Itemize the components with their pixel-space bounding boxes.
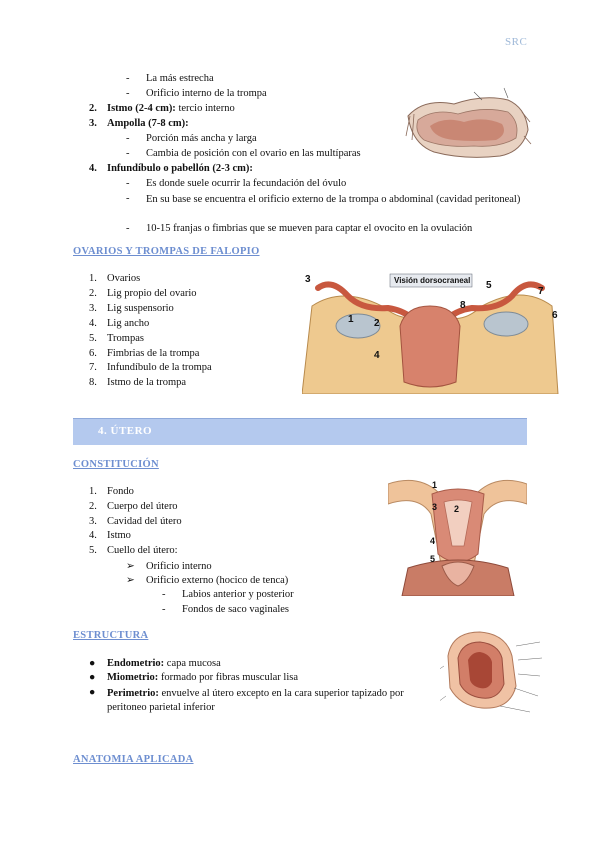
figure-label: 1 [432, 480, 438, 490]
list-item: ➢ Orificio externo (hocico de tenca) [126, 575, 289, 586]
figure-label: 2 [374, 318, 380, 329]
section-title-constitucion: CONSTITUCIÓN [73, 459, 159, 470]
header-tag: SRC [505, 36, 528, 48]
figure-label: 1 [348, 314, 354, 325]
fallopian-tube-illustration [404, 86, 532, 164]
figure-label: 8 [460, 300, 466, 311]
list-item: 6. Fimbrias de la trompa [89, 348, 200, 359]
figure-label: 6 [552, 310, 558, 321]
section-title-estructura: ESTRUCTURA [73, 630, 149, 641]
list-item: - Porción más ancha y larga [126, 133, 257, 144]
figure-label: 4 [374, 350, 380, 361]
list-item: - Labios anterior y posterior [162, 589, 294, 600]
list-item: 3. Cavidad del útero [89, 516, 182, 527]
section-band-utero: 4. ÚTERO [73, 418, 527, 445]
list-item: 5. Trompas [89, 333, 144, 344]
list-item: 4. Lig ancho [89, 318, 150, 329]
figure-label: 7 [538, 286, 544, 297]
list-item: ● Endometrio: capa mucosa [89, 658, 221, 669]
list-item: 3. Lig suspensorio [89, 303, 174, 314]
list-item: ➢ Orificio interno [126, 561, 212, 572]
section-title-ovarios: OVARIOS Y TROMPAS DE FALOPIO [73, 246, 260, 257]
list-item: - 10-15 franjas o fimbrias que se mueven para captar el ovocito en la ovulación [126, 223, 473, 234]
figure-label: 5 [430, 554, 436, 564]
figure-label: 4 [430, 536, 436, 546]
list-item: 5. Cuello del útero: [89, 545, 178, 556]
uterus-section-illustration [388, 474, 527, 596]
list-item: 8. Istmo de la trompa [89, 377, 187, 388]
list-item: 2. Istmo (2-4 cm): tercio interno [89, 103, 235, 114]
figure-label: 5 [486, 280, 492, 291]
list-item: - Es donde suele ocurrir la fecundación del óvulo [126, 178, 347, 189]
list-item: 4. Infundíbulo o pabellón (2-3 cm): [89, 163, 253, 174]
uterus-dorsocranial-illustration [302, 266, 560, 394]
list-item: 1. Fondo [89, 486, 134, 497]
list-item: - Cambia de posición con el ovario en las multíparas [126, 148, 361, 159]
figure-label: 2 [454, 504, 460, 514]
list-item: - La más estrecha [126, 73, 214, 84]
list-item: 7. Infundíbulo de la trompa [89, 362, 212, 373]
figure-caption: Visión dorsocraneal [394, 276, 471, 285]
list-item: - Fondos de saco vaginales [162, 604, 290, 615]
list-item: 4. Istmo [89, 530, 131, 541]
figure-label: 3 [305, 274, 311, 285]
list-item: 3. Ampolla (7-8 cm): [89, 118, 189, 129]
list-item: 2. Lig propio del ovario [89, 288, 197, 299]
section-title-anatomia: ANATOMIA APLICADA [73, 754, 194, 765]
list-item: 2. Cuerpo del útero [89, 501, 178, 512]
list-item: ● Miometrio: formado por fibras muscular lisa [89, 672, 298, 683]
uterus-wall-layers-illustration [440, 626, 548, 716]
list-item: - Orificio interno de la trompa [126, 88, 267, 99]
list-item: 1. Ovarios [89, 273, 141, 284]
figure-label: 3 [432, 502, 438, 512]
